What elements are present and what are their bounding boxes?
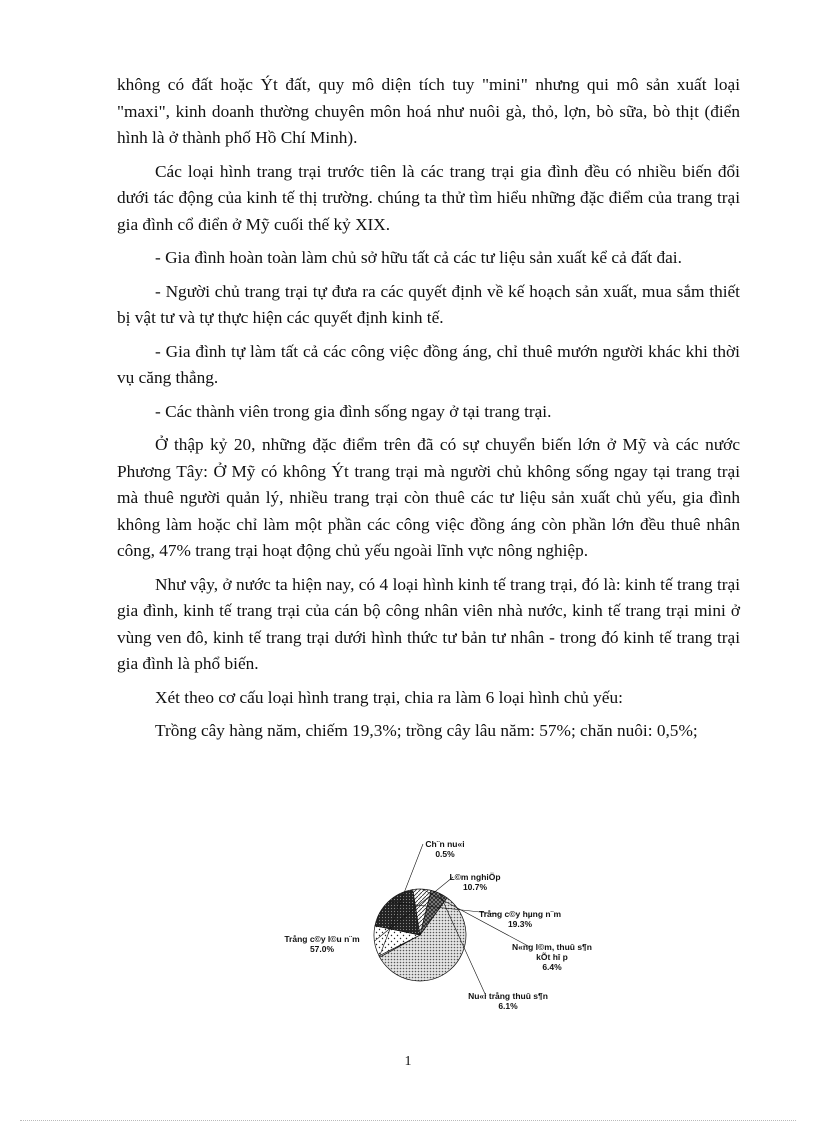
footer-divider <box>20 1120 796 1121</box>
pie-slice-label: L©m nghiÖp 10.7% <box>449 872 501 892</box>
pie-slice-label: Nu«i trång thuû s¶n 6.1% <box>468 991 548 1011</box>
paragraph: - Các thành viên trong gia đình sống ngay ở tại trang trại. <box>155 401 552 421</box>
paragraph: Các loại hình trang trại trước tiên là các trang trại gia đình đều có nhiều biến đổi dưới tác động của kinh tế thị trường. chúng ta thử tìm hiểu những đặc điểm của trang trại gia đình cổ điển ở Mỹ cuối thế kỷ XIX. <box>117 161 740 234</box>
page-number: 1 <box>404 1054 412 1069</box>
paragraph: Ở thập kỷ 20, những đặc điểm trên đã có sự chuyển biến lớn ở Mỹ và các nước Phương Tây: Ở Mỹ có không Ýt trang trại mà người chủ không sống ngay tại trang trại mà thuê người quản lý, nhiều trang trại còn thuê các tư liệu sản xuất chủ yếu, gia đình không làm hoặc chỉ làm một phần các công việc đồng áng còn phần lớn đều thuê nhân công, 47% trang trại hoạt động chủ yếu ngoài lĩnh vực nông nghiệp. <box>117 435 740 560</box>
pie-slice-label: N«ng l©m, thuû s¶n kÕt hî p 6.4% <box>512 942 592 972</box>
pie-slice-label: Ch¨n nu«i 0.5% <box>425 839 465 859</box>
farm-type-pie-chart <box>270 832 600 1032</box>
paragraph: Trồng cây hàng năm, chiếm 19,3%; trồng cây lâu năm: 57%; chăn nuôi: 0,5%; <box>155 721 698 740</box>
paragraph: - Người chủ trang trại tự đưa ra các quyết định về kế hoạch sản xuất, mua sắm thiết bị vật tư và tự thực hiện các quyết định kinh tế. <box>117 281 740 327</box>
pie-slice-label: Trång c©y l©u n¨m 57.0% <box>284 934 360 954</box>
pie-chart-svg <box>270 832 600 1032</box>
paragraph: Như vậy, ở nước ta hiện nay, có 4 loại hình kinh tế trang trại, đó là: kinh tế trang trại gia đình, kinh tế trang trại của cán bộ công nhân viên nhà nước, kinh tế trang trại mini ở vùng ven đô, kinh tế trang trại dưới hình thức tư bản tư nhân - trong đó kinh tế trang trại gia đình là phổ biến. <box>117 574 740 673</box>
paragraph: Xét theo cơ cấu loại hình trang trại, chia ra làm 6 loại hình chủ yếu: <box>155 687 623 707</box>
body-text <box>117 72 740 752</box>
pie-slice-label: Trång c©y hµng n¨m 19.3% <box>479 909 561 929</box>
paragraph: - Gia đình hoàn toàn làm chủ sở hữu tất cả các tư liệu sản xuất kể cả đất đai. <box>155 248 682 267</box>
paragraph: - Gia đình tự làm tất cả các công việc đồng áng, chỉ thuê mướn người khác khi thời vụ căng thẳng. <box>117 341 740 387</box>
paragraph: không có đất hoặc Ýt đất, quy mô diện tích tuy "mini" nhưng qui mô sản xuất loại "maxi", kinh doanh thường chuyên môn hoá như nuôi gà, thỏ, lợn, bò sữa, bò thịt (điển hình là ở thành phố Hồ Chí Minh). <box>117 75 740 147</box>
